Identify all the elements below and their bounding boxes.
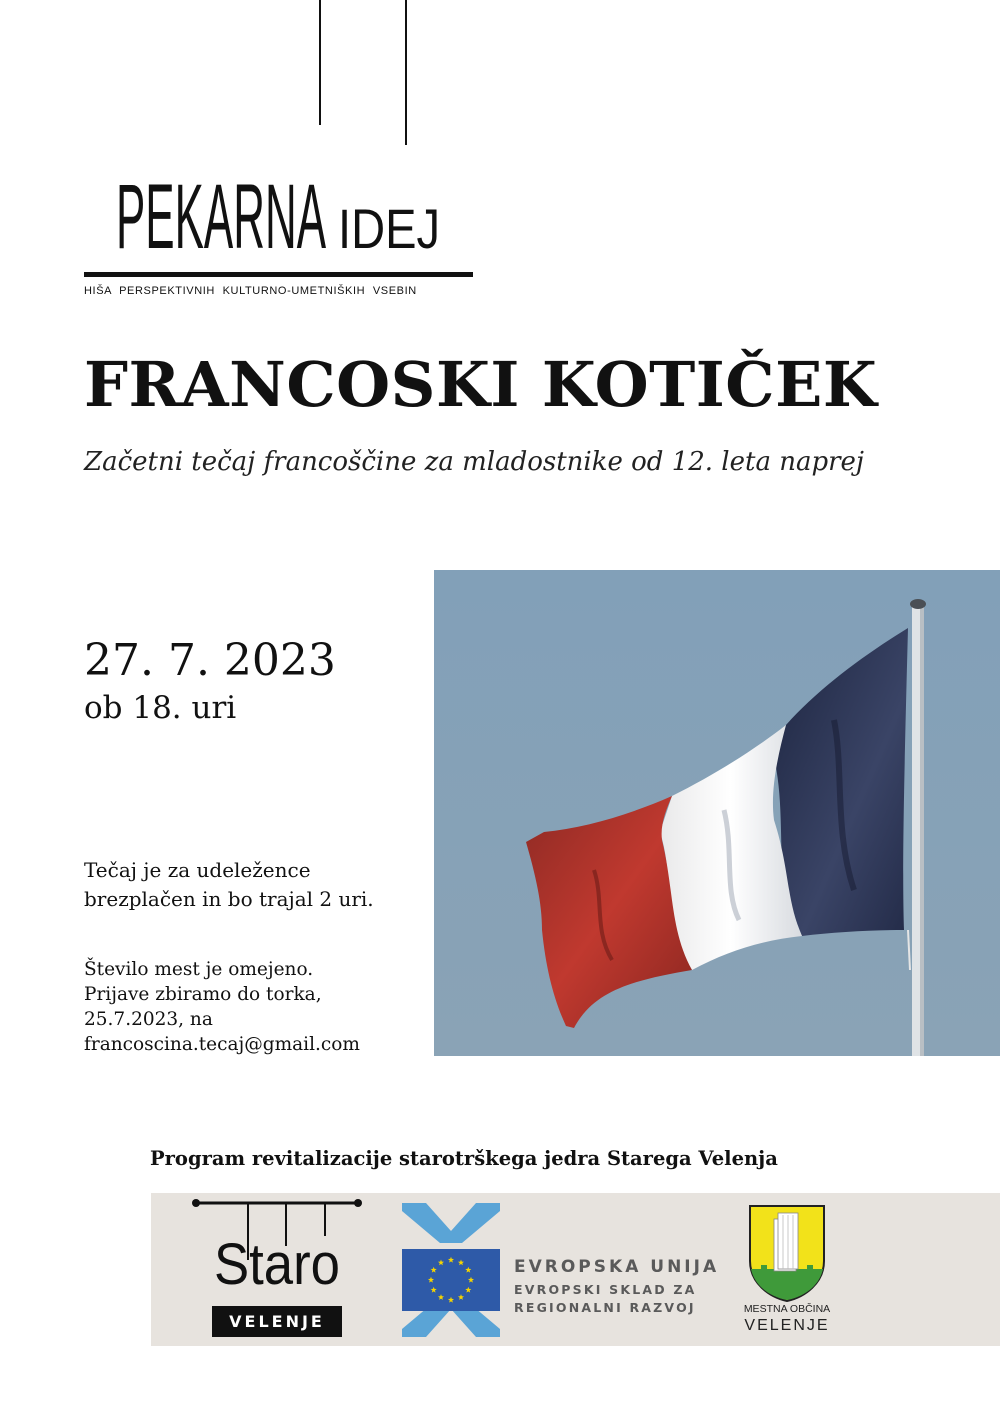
municipality-label: MESTNA OBČINA — [743, 1303, 831, 1315]
velenje-crest-icon — [747, 1203, 827, 1303]
program-statement: Program revitalizacije starotrškega jedra Starega Velenja — [150, 1147, 778, 1170]
eu-union-label: EVROPSKA UNIJA — [514, 1257, 720, 1277]
event-title: FRANCOSKI KOTIČEK — [84, 348, 878, 421]
logo-word-pekarna: PEKARNA — [116, 166, 327, 268]
info-line: Prijave zbiramo do torka, — [84, 984, 322, 1005]
contact-email: francoscina.tecaj@gmail.com — [84, 1034, 360, 1055]
info-line: Tečaj je za udeležence — [84, 858, 311, 882]
info-line: Število mest je omejeno. — [84, 959, 314, 980]
pekarna-idej-logo — [80, 0, 480, 285]
municipality-name: VELENJE — [744, 1317, 830, 1334]
info-paragraph-free — [84, 856, 374, 914]
eu-logo — [402, 1203, 500, 1337]
info-line: brezplačen in bo trajal 2 uri. — [84, 887, 374, 911]
staro-logo-text: Staro — [214, 1232, 340, 1297]
logo-tagline: HIŠA PERSPEKTIVNIH KULTURNO-UMETNIŠKIH VSEBIN — [84, 285, 417, 297]
staro-logo-velenje-box: VELENJE — [212, 1306, 342, 1337]
info-line: 25.7.2023, na — [84, 1009, 213, 1030]
french-flag-photo — [434, 570, 1000, 1056]
logo-word-idej: IDEJ — [338, 197, 440, 260]
event-subtitle: Začetni tečaj francoščine za mladostnike od 12. leta naprej — [84, 447, 864, 477]
event-time: ob 18. uri — [84, 690, 237, 726]
info-paragraph-registration — [84, 957, 360, 1057]
staro-velenje-logo — [190, 1198, 366, 1308]
event-date: 27. 7. 2023 — [84, 635, 336, 686]
eu-fund-label-line2: REGIONALNI RAZVOJ — [514, 1300, 696, 1315]
eu-fund-label-line1: EVROPSKI SKLAD ZA — [514, 1282, 697, 1297]
